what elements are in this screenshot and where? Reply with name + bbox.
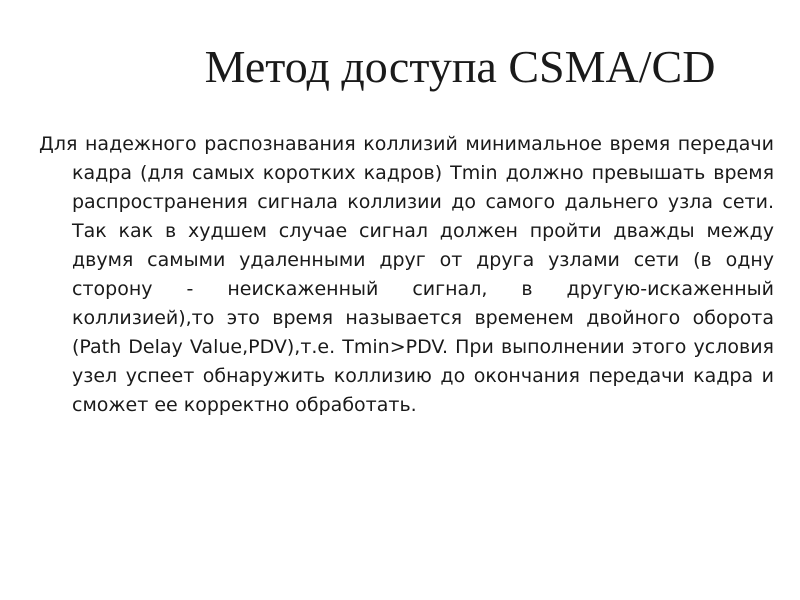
slide-title: Метод доступа CSMA/CD xyxy=(204,41,716,92)
slide-body-text: Для надежного распознавания коллизий минимальное время передачи кадра (для самых коротких кадров) Tmin должно превышать время распространения сигнала коллизии до самого дальнего узла сети. Так как в худшем случае сигнал должен пройти дважды между двумя самыми удаленными друг от друга узлами сети (в одну сторону - неискаженный сигнал, в другую-искаженный коллизией),то это время называется временем двойного оборота (Path Delay Value,PDV),т.е. Tmin>PDV. При выполнении этого условия узел успеет обнаружить коллизию до окончания передачи кадра и сможет ее корректно обработать. xyxy=(39,133,774,416)
